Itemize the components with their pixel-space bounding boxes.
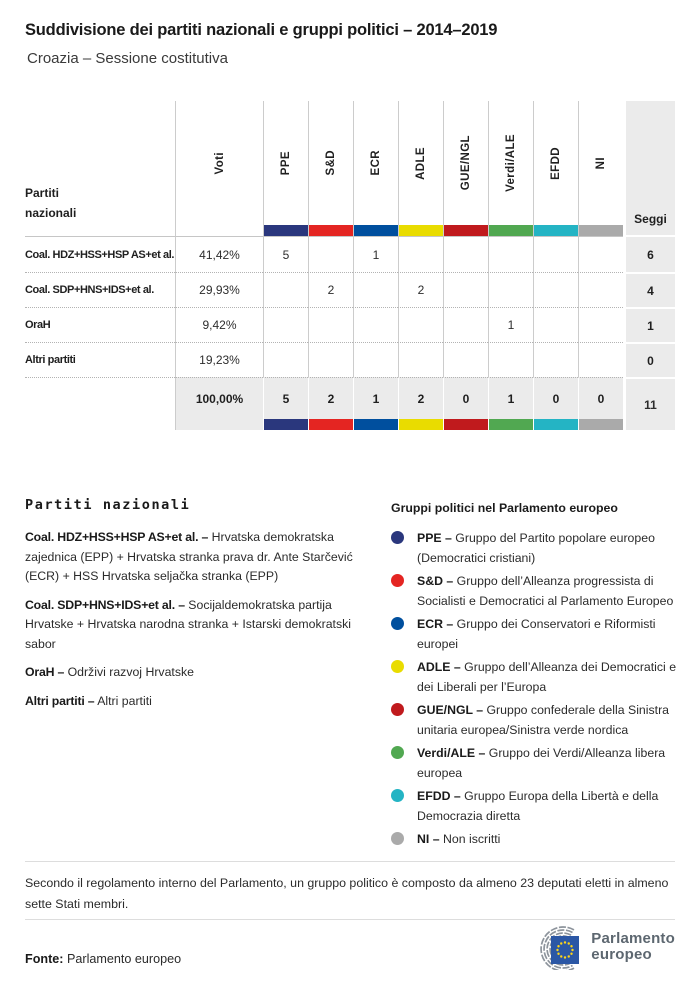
ni-total-bar [579, 419, 623, 430]
seats-cell [353, 307, 398, 342]
seats-cell [488, 237, 533, 272]
verdiale-color-bar [489, 225, 533, 236]
seats-cell [578, 272, 623, 307]
seggi-total-cell: 4 [623, 272, 675, 307]
total-cell-verdiale: 1 [488, 377, 533, 430]
party-name: Coal. SDP+HNS+IDS+et al. [25, 272, 175, 307]
total-cell-ppe: 5 [263, 377, 308, 430]
seats-cell [443, 342, 488, 377]
column-header-ecr: ECR [353, 101, 398, 237]
legend-item-ni: NI – Non iscritti [391, 829, 687, 849]
total-voti: 100,00% [175, 377, 263, 430]
ecr-total-bar [354, 419, 398, 430]
ppe-total-bar [264, 419, 308, 430]
ppe-dot-icon [391, 531, 404, 544]
national-parties-legend [25, 497, 377, 720]
party-name: Coal. HDZ+HSS+HSP AS+et al. [25, 248, 175, 261]
source-line: Fonte: Parlamento europeo [25, 952, 182, 966]
party-name: OraH [25, 307, 175, 342]
legend-item: OraH – Održivi razvoj Hrvatske [25, 665, 194, 679]
party-name: Altri partiti [25, 342, 175, 377]
column-header-adle: ADLE [398, 101, 443, 237]
column-header-sd: S&D [308, 101, 353, 237]
seats-cell [398, 237, 443, 272]
seats-cell [353, 272, 398, 307]
voti-value: 9,42% [175, 307, 263, 342]
adle-color-bar [399, 225, 443, 236]
seats-cell: 5 [263, 237, 308, 272]
total-cell-ni: 0 [578, 377, 623, 430]
seats-cell [353, 342, 398, 377]
guengl-color-bar [444, 225, 488, 236]
legend-item-ppe: PPE – Gruppo del Partito popolare europeo (Democratici cristiani) [391, 528, 687, 568]
verdiale-total-bar [489, 419, 533, 430]
column-header-verdiale: Verdi/ALE [488, 101, 533, 237]
legend-item-ecr: ECR – Gruppo dei Conservatori e Riformisti europei [391, 614, 687, 654]
guengl-total-bar [444, 419, 488, 430]
seats-cell [308, 237, 353, 272]
ni-dot-icon [391, 832, 404, 845]
voti-header-label: Voti [213, 151, 226, 175]
seats-cell [263, 342, 308, 377]
seats-cell [308, 307, 353, 342]
seats-cell: 2 [308, 272, 353, 307]
efdd-dot-icon [391, 789, 404, 802]
ecr-color-bar [354, 225, 398, 236]
verdiale-dot-icon [391, 746, 404, 759]
seats-cell [398, 342, 443, 377]
seggi-total-cell: 1 [623, 307, 675, 342]
footnote: Secondo il regolamento interno del Parlamento, un gruppo politico è composto da almeno 23 deputati eletti in almeno sette Stati membri. [25, 861, 675, 915]
total-cell-guengl: 0 [443, 377, 488, 430]
legend-item-verdiale: Verdi/ALE – Gruppo dei Verdi/Alleanza libera europea [391, 743, 687, 783]
seats-cell [443, 237, 488, 272]
results-table [25, 101, 675, 430]
corner-line-1: Partiti [25, 186, 60, 200]
voti-value: 29,93% [175, 272, 263, 307]
voti-value: 41,42% [175, 237, 263, 272]
ecr-dot-icon [391, 617, 404, 630]
adle-dot-icon [391, 660, 404, 673]
seats-cell [443, 272, 488, 307]
european-parliament-logo [523, 924, 675, 970]
column-header-ni: NI [578, 101, 623, 237]
guengl-dot-icon [391, 703, 404, 716]
seats-cell [443, 307, 488, 342]
total-cell-adle: 2 [398, 377, 443, 430]
page-title: Suddivisione dei partiti nazionali e gruppi politici – 2014–2019 [25, 21, 498, 39]
parties-legend-heading: Partiti nazionali [25, 497, 191, 513]
column-header-ppe: PPE [263, 101, 308, 237]
seats-cell [488, 342, 533, 377]
column-header-seggi: Seggi [623, 101, 675, 237]
efdd-color-bar [534, 225, 578, 236]
legend-item: Coal. SDP+HNS+IDS+et al. – Socijaldemokratska partija Hrvatske + Hrvatska narodna stranka + Istarski demokratski sabor [25, 597, 351, 651]
seats-cell: 1 [353, 237, 398, 272]
total-cell-sd: 2 [308, 377, 353, 430]
seats-cell: 1 [488, 307, 533, 342]
seats-cell [263, 307, 308, 342]
political-groups-legend [391, 501, 687, 852]
ppe-color-bar [264, 225, 308, 236]
voti-value: 19,23% [175, 342, 263, 377]
sd-color-bar [309, 225, 353, 236]
legend-item-adle: ADLE – Gruppo dell’Alleanza dei Democratici e dei Liberali per l’Europa [391, 657, 687, 697]
seats-cell [533, 342, 578, 377]
seats-cell [578, 237, 623, 272]
total-row-spacer [25, 377, 175, 430]
logo-wordmark: Parlamento europeo [591, 929, 675, 963]
legend-item-sd: S&D – Gruppo dell’Alleanza progressista di Socialisti e Democratici al Parlamento Europeo [391, 571, 687, 611]
legend-item: Altri partiti – Altri partiti [25, 693, 152, 708]
legend-item: Coal. HDZ+HSS+HSP AS+et al. – Hrvatska demokratska zajednica (EPP) + Hrvatska stranka prava dr. Ante Starčević (ECR) + HSS Hrvatska seljačka stranka (EPP) [25, 530, 353, 583]
groups-legend-heading: Gruppi politici nel Parlamento europeo [391, 501, 618, 515]
seats-cell [533, 307, 578, 342]
efdd-total-bar [534, 419, 578, 430]
legend-item-efdd: EFDD – Gruppo Europa della Libertà e della Democrazia diretta [391, 786, 687, 826]
total-cell-ecr: 1 [353, 377, 398, 430]
adle-total-bar [399, 419, 443, 430]
seats-cell [533, 237, 578, 272]
seggi-total-cell: 0 [623, 342, 675, 377]
corner-line-2: nazionali [25, 206, 77, 220]
column-header-voti [175, 101, 263, 237]
table-corner-label [25, 101, 175, 237]
seggi-total-cell: 6 [623, 237, 675, 272]
eu-flag [551, 936, 579, 964]
seats-cell [263, 272, 308, 307]
sd-dot-icon [391, 574, 404, 587]
sd-total-bar [309, 419, 353, 430]
column-header-efdd: EFDD [533, 101, 578, 237]
seats-cell [578, 307, 623, 342]
seats-cell [398, 307, 443, 342]
seats-cell [308, 342, 353, 377]
column-header-guengl: GUE/NGL [443, 101, 488, 237]
ni-color-bar [579, 225, 623, 236]
seggi-grand-total: 11 [623, 377, 675, 430]
seats-cell [488, 272, 533, 307]
page-subtitle: Croazia – Sessione costitutiva [27, 50, 228, 67]
ep-hemicycle-icon [523, 924, 581, 970]
total-cell-efdd: 0 [533, 377, 578, 430]
seats-cell [533, 272, 578, 307]
seats-cell [578, 342, 623, 377]
divider [25, 919, 675, 920]
legend-item-guengl: GUE/NGL – Gruppo confederale della Sinistra unitaria europea/Sinistra verde nordica [391, 700, 687, 740]
seats-cell: 2 [398, 272, 443, 307]
